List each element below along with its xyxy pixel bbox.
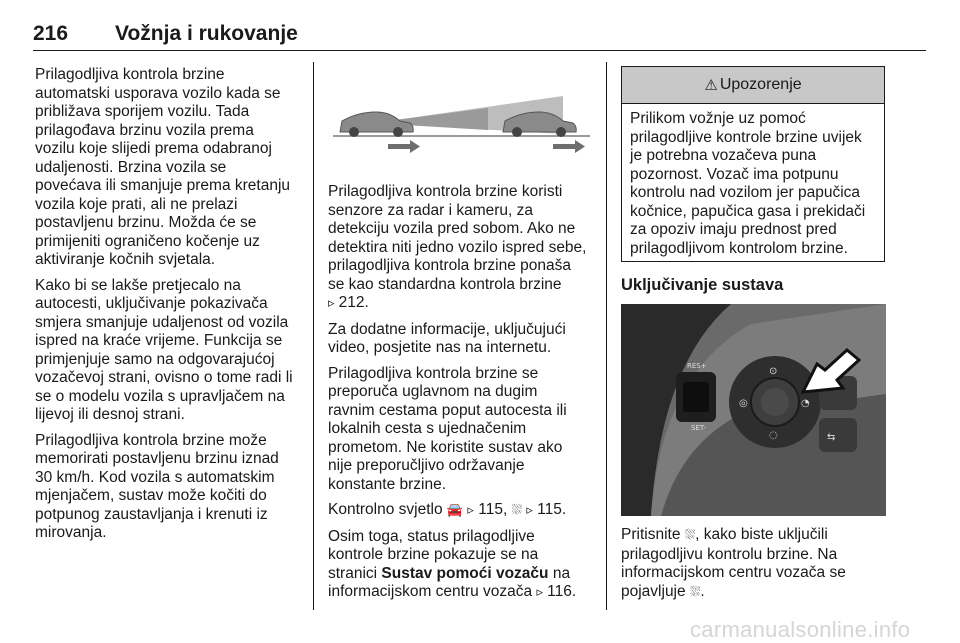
page-reference-icon: ▹	[536, 585, 548, 600]
cruise-indicator-icon: ⛆	[689, 584, 701, 600]
page-reference[interactable]: 116.	[547, 583, 577, 600]
column-divider-1	[313, 62, 314, 610]
warning-header	[622, 67, 884, 104]
section-title: Uključivanje sustava	[621, 276, 784, 294]
column-divider-2	[606, 62, 607, 610]
watermark: carmanualsonline.info	[690, 617, 911, 642]
page-reference-icon: ▹	[526, 503, 533, 518]
warning-title: Upozorenje	[719, 76, 802, 93]
svg-text:◎: ◎	[739, 398, 748, 409]
column-1	[35, 66, 305, 550]
menu-name: Sustav pomoći vozaču	[381, 564, 549, 582]
svg-text:⇆: ⇆	[827, 432, 836, 443]
distance-button	[819, 418, 857, 452]
page-reference[interactable]: 212.	[338, 294, 369, 311]
page-reference[interactable]: 115.	[537, 501, 567, 518]
paragraph: Za dodatne informacije, uključujući video, posjetite nas na internetu.	[328, 320, 566, 356]
column-2	[328, 183, 598, 610]
page-reference-icon: ▹	[328, 296, 339, 311]
paragraph: Prilagodljiva kontrola brzine automatski usporava vozilo kada se približava sporijem vozilu. Tada prilagođava brzinu vozila prema vozilu koje slijedi prema odabranoj udaljenosti. Brzina vozila se povećava ili smanjuje prema kretanju vozila koje prati, ali ne prelazi postavljenu brzinu. Možda će se primijeniti ograničeno kočenje uz aktiviranje kočnih svjetala.	[35, 66, 291, 268]
section-paragraph: Pritisnite ⛆, kako biste uključili prilagodljivu kontrolu brzine. Na informacijskom centru vozača se pojavljuje ⛆.	[621, 526, 846, 600]
paragraph: Prilagodljiva kontrola brzine se preporuča uglavnom na dugim ravnim cestama poput autocesta ili lokalnih cesta s ujednačenim prometom. Ne koristite sustav ako nije preporučljivo održavanje konstante brzine.	[328, 364, 567, 493]
paragraph: Kako bi se lakše pretjecalo na autocesti, uključivanje pokazivača smjera smanjuje udaljenost od vozila ispred na kraće vrijeme. Funkcija se primjenjuje samo na odgovarajućoj vozačevoj strani, ovisno o tome radi li se o modelu vozila s upravljačem na lijevoj ili desnoj strani.	[35, 276, 293, 423]
steering-wheel-controls-illustration	[621, 304, 886, 516]
page-header	[33, 22, 926, 51]
res-label: RES+	[687, 362, 707, 370]
page-reference[interactable]: 115,	[478, 501, 508, 518]
car-warning-icon: 🚘	[446, 503, 464, 518]
warning-text: Prilikom vožnje uz pomoć prilagodljive kontrole brzine uvijek je potrebna vozačeva puna pozornost. Vozač ima potpunu kontrolu nad vozilom jer papučica kočnice, papučica gasa i prekidači za opoziv imaju prednost pred prilagodljivom kontrolom brzine.	[630, 110, 866, 257]
paragraph: Osim toga, status prilagodljive kontrole brzine pokazuje se na stranici Sustav pomoći vozaču na informacijskom centru vozača ▹ 116.	[328, 527, 577, 600]
svg-text:◔: ◔	[801, 398, 810, 409]
adaptive-cruise-illustration	[328, 66, 593, 176]
page-reference-icon: ▹	[467, 503, 474, 518]
warning-box	[621, 66, 885, 262]
svg-text:⊙: ⊙	[769, 366, 778, 377]
svg-text:◌: ◌	[769, 430, 778, 441]
warning-triangle-icon: ⚠	[704, 77, 718, 94]
chapter-title: Vožnja i rukovanje	[115, 22, 298, 45]
set-label: SET-	[691, 424, 707, 432]
page-number: 216	[33, 22, 69, 45]
paragraph: Kontrolno svjetlo 🚘 ▹ 115, ⛆ ▹ 115.	[328, 501, 567, 518]
paragraph: Prilagodljiva kontrola brzine koristi senzore za radar i kameru, za detekciju vozila pred sobom. Ako ne detektira niti jedno vozilo ispred sebe, prilagodljiva kontrola brzine ponaša se kao standardna kontrola brzine ▹ 212.	[328, 183, 587, 311]
paragraph: Prilagodljiva kontrola brzine može memorirati postavljenu brzinu iznad 30 km/h. Kod vozila s automatskim mjenjačem, sustav može kočiti do potpunog zaustavljanja i krenuti iz mirovanja.	[35, 431, 279, 541]
cruise-button-icon: ⛆	[684, 528, 696, 543]
cruise-indicator-icon: ⛆	[511, 503, 522, 518]
